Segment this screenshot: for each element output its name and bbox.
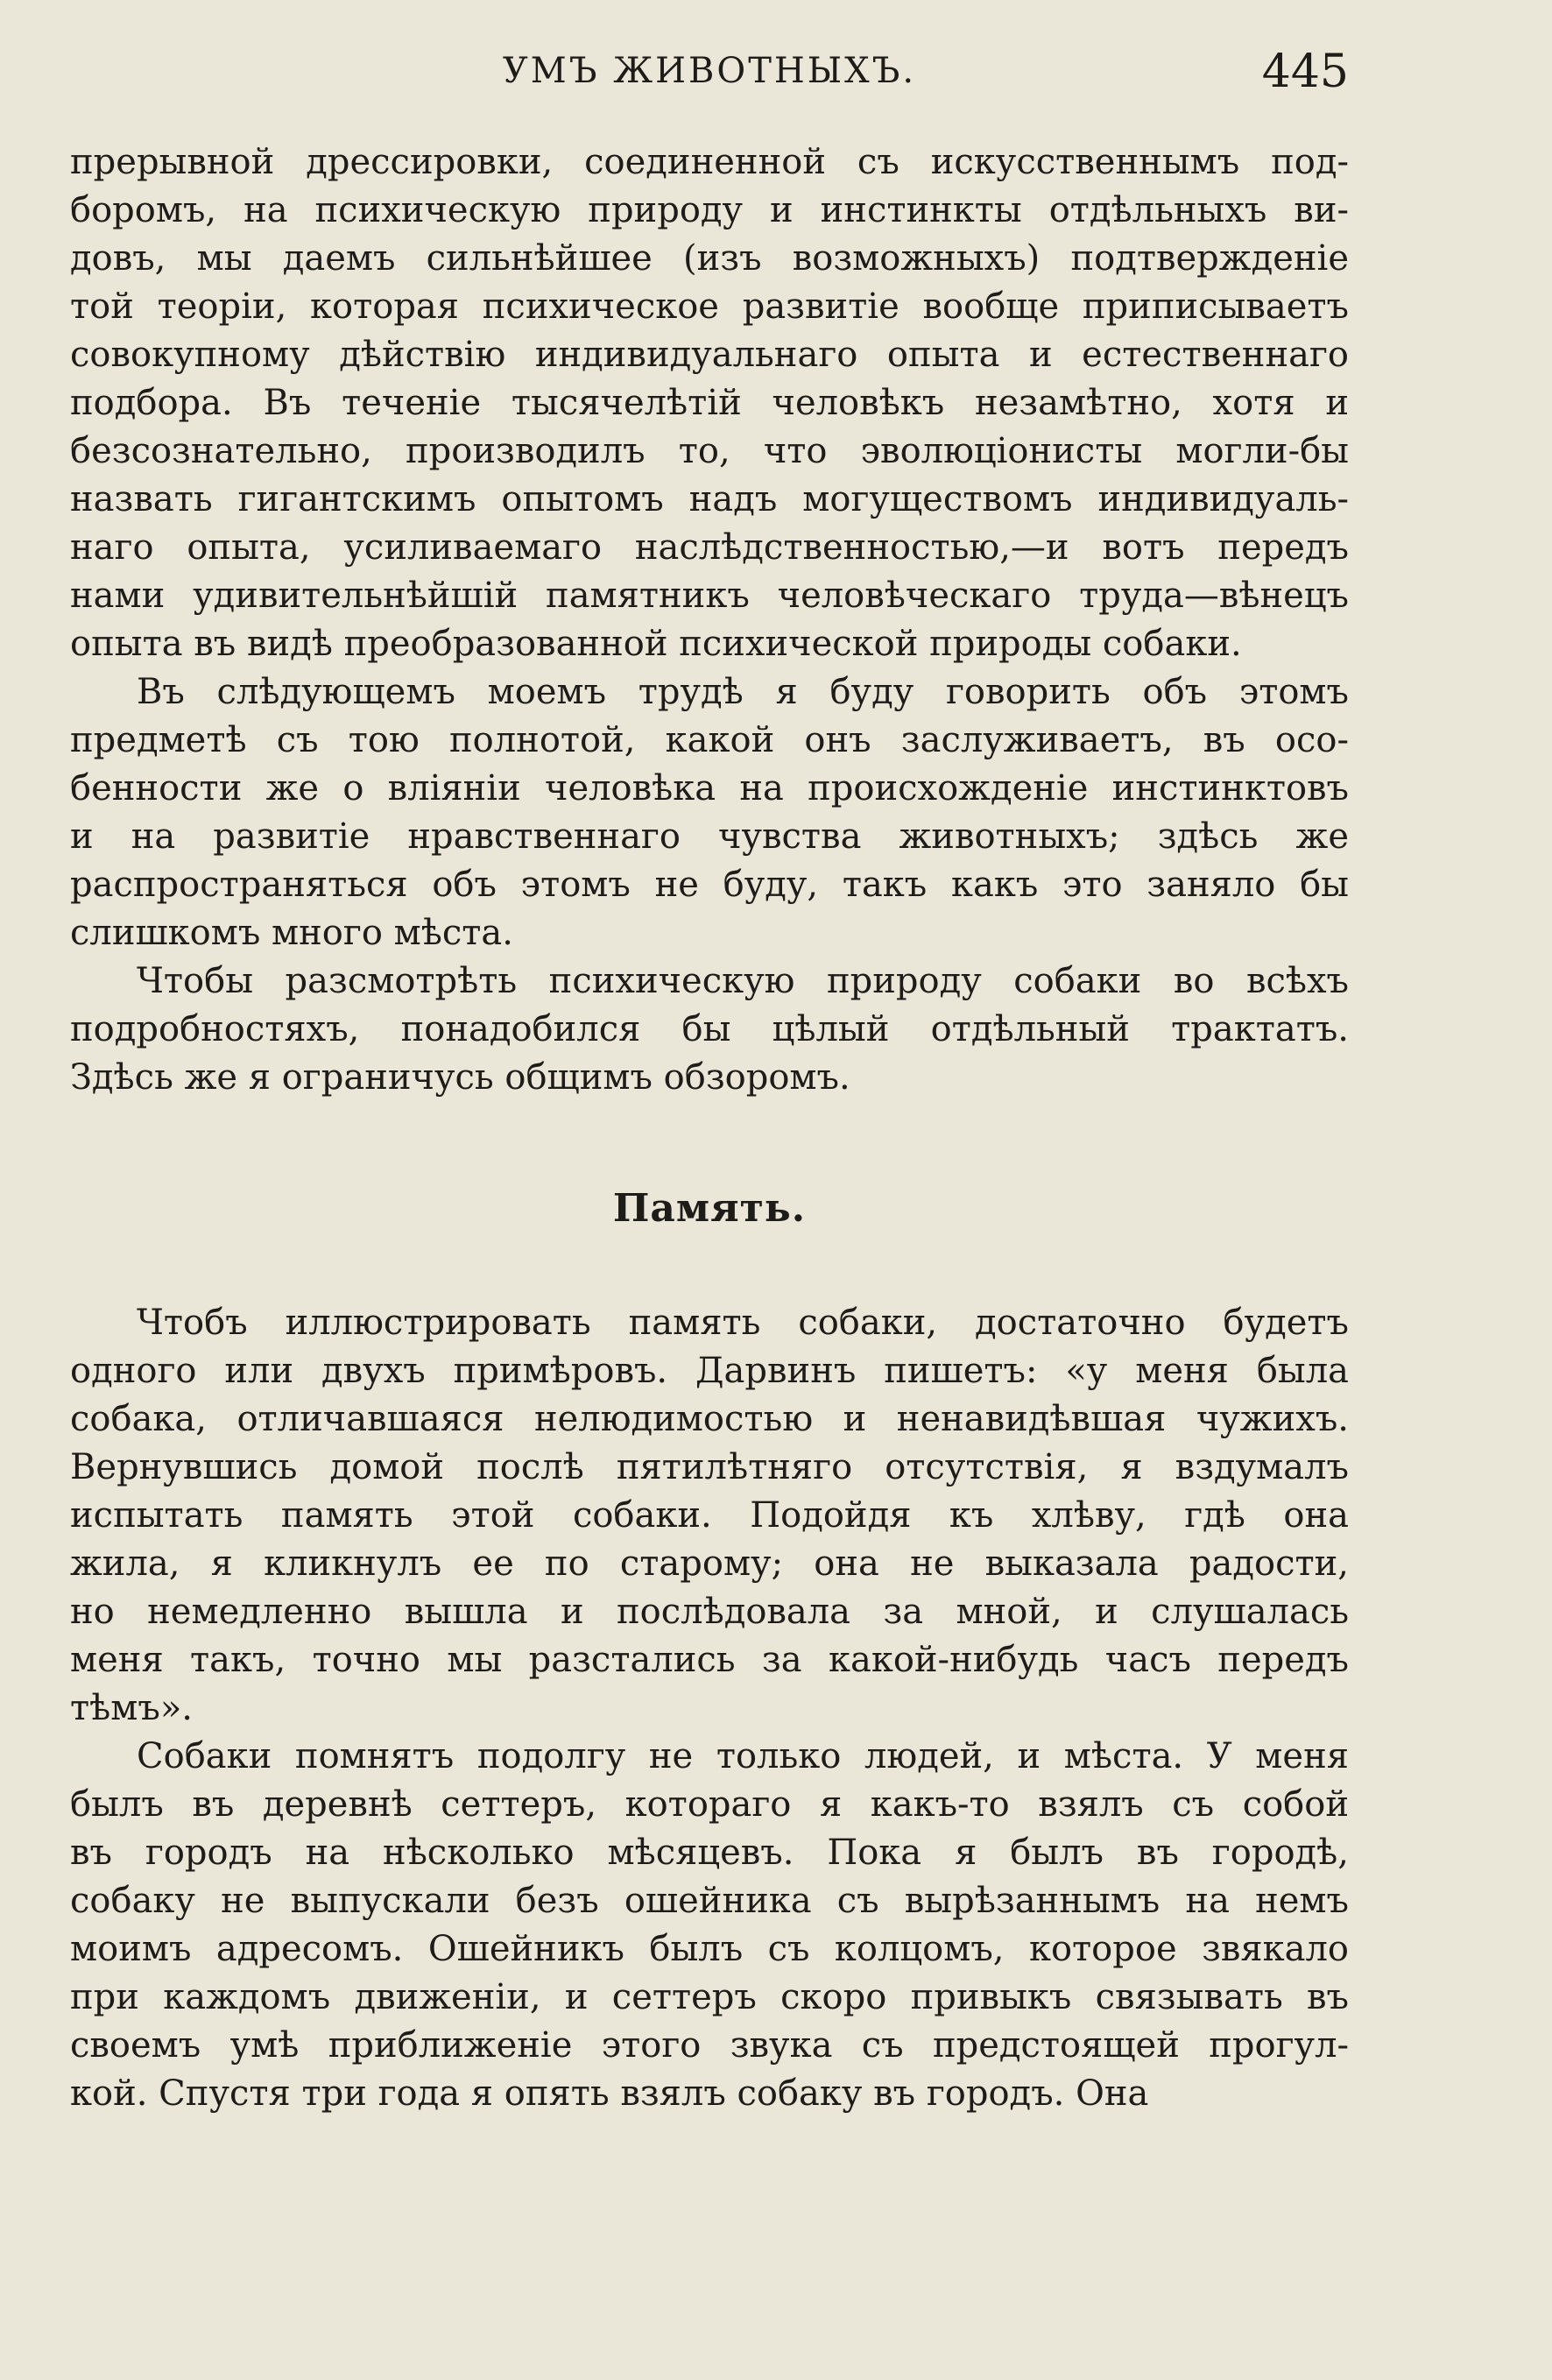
text-line: собаку не выпускали безъ ошейника съ вырѣзаннымъ на немъ [70, 1881, 1349, 1921]
text-line: довъ, мы даемъ сильнѣйшее (изъ возможныхъ) подтвержденіе [70, 238, 1349, 279]
text-line: Въ слѣдующемъ моемъ трудѣ я буду говорить объ этомъ [137, 672, 1349, 712]
text-line: Чтобы разсмотрѣть психическую природу собаки во всѣхъ [137, 961, 1349, 1001]
text-line: въ городъ на нѣсколько мѣсяцевъ. Пока я былъ въ городѣ, [70, 1833, 1349, 1873]
text-line: безсознательно, производилъ то, что эволюціонисты могли-бы [70, 431, 1349, 471]
paragraph [70, 668, 1349, 957]
text-line: и на развитіе нравственнаго чувства животныхъ; здѣсь же [70, 816, 1349, 857]
section-title: Память. [612, 1186, 807, 1231]
text-line: Вернувшись домой послѣ пятилѣтняго отсутствія, я вздумалъ [70, 1447, 1349, 1487]
page-header [70, 46, 1349, 103]
text-line: Чтобъ иллюстрировать память собаки, достаточно будетъ [137, 1303, 1349, 1343]
paragraph [70, 957, 1349, 1102]
text-line: назвать гигантскимъ опытомъ надъ могуществомъ индивидуаль- [70, 479, 1349, 519]
paragraph [70, 138, 1349, 668]
text-line: при каждомъ движеніи, и сеттеръ скоро привыкъ связывать въ [70, 1977, 1349, 2017]
text-line: той теоріи, которая психическое развитіе вообще приписываетъ [70, 286, 1349, 327]
text-line: но немедленно вышла и послѣдовала за мной, и слушалась [70, 1592, 1349, 1632]
text-line: наго опыта, усиливаемаго наслѣдственностью,—и вотъ передъ [70, 527, 1349, 568]
text-line: собака, отличавшаяся нелюдимостью и ненавидѣвшая чужихъ. [70, 1399, 1349, 1439]
text-part-2 [70, 1299, 1349, 2118]
text-line: былъ въ деревнѣ сеттеръ, котораго я какъ-то взялъ съ собой [70, 1784, 1349, 1825]
text-line: распространяться объ этомъ не буду, такъ какъ это заняло бы [70, 865, 1349, 905]
text-line: предметѣ съ тою полнотой, какой онъ заслуживаетъ, въ осо- [70, 720, 1349, 760]
text-line: тѣмъ». [70, 1688, 193, 1728]
text-line: моимъ адресомъ. Ошейникъ былъ съ колцомъ, которое звякало [70, 1929, 1349, 1969]
body-text [70, 138, 1349, 2118]
text-line: Собаки помнятъ подолгу не только людей, и мѣста. У меня [137, 1736, 1349, 1776]
text-line: меня такъ, точно мы разстались за какой-нибудь часъ передъ [70, 1640, 1349, 1680]
text-line: слишкомъ много мѣста. [70, 913, 513, 953]
text-line: опыта въ видѣ преобразованной психической природы собаки. [70, 624, 1242, 664]
text-line: одного или двухъ примѣровъ. Дарвинъ пишетъ: «у меня была [70, 1351, 1349, 1391]
text-part-1 [70, 138, 1349, 1102]
text-line: боромъ, на психическую природу и инстинкты отдѣльныхъ ви- [70, 190, 1349, 230]
text-line: Здѣсь же я ограничусь общимъ обзоромъ. [70, 1057, 850, 1098]
text-line: подбора. Въ теченіе тысячелѣтій человѣкъ незамѣтно, хотя и [70, 383, 1349, 423]
text-line: совокупному дѣйствію индивидуальнаго опыта и естественнаго [70, 335, 1349, 375]
text-line: жила, я кликнулъ ее по старому; она не выказала радости, [70, 1543, 1349, 1584]
text-line: испытать память этой собаки. Подойдя къ хлѣву, гдѣ она [70, 1495, 1349, 1536]
paragraph [70, 1299, 1349, 1733]
text-line: подробностяхъ, понадобился бы цѣлый отдѣльный трактатъ. [70, 1009, 1349, 1049]
text-line: своемъ умѣ приближеніе этого звука съ предстоящей прогул- [70, 2025, 1349, 2066]
text-line: прерывной дрессировки, соединенной съ искусственнымъ под- [70, 142, 1349, 182]
running-title: УМЪ ЖИВОТНЫХЪ. [502, 51, 917, 91]
page-number: 445 [1261, 46, 1349, 98]
text-line: кой. Спустя три года я опять взялъ собаку въ городъ. Она [70, 2073, 1149, 2114]
text-line: нами удивительнѣйшій памятникъ человѣческаго труда—вѣнецъ [70, 576, 1349, 616]
text-line: бенности же о вліяніи человѣка на происхожденіе инстинктовъ [70, 768, 1349, 809]
paragraph [70, 1733, 1349, 2118]
